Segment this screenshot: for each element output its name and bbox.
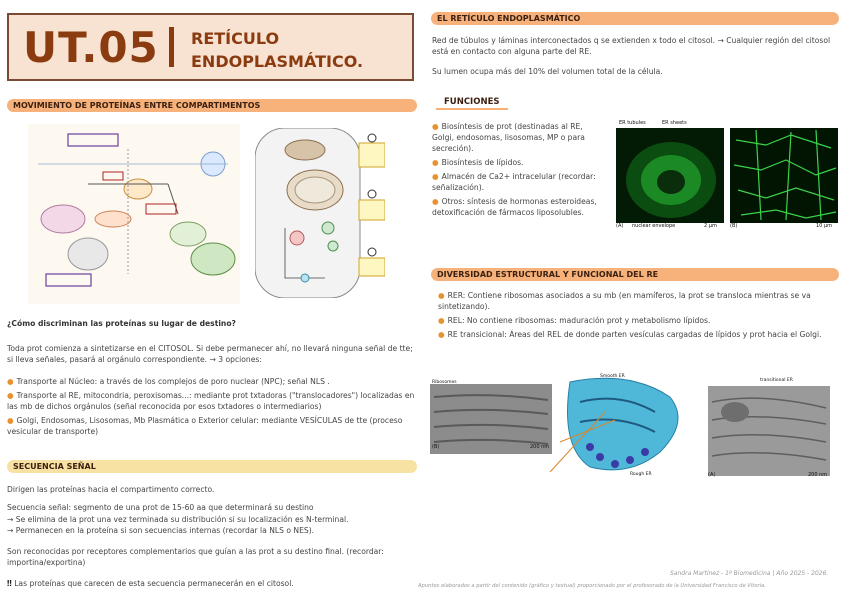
- title-line-2: ENDOPLASMÁTICO.: [191, 52, 364, 71]
- label-er-sheets: ER sheets: [662, 120, 687, 126]
- list-item: → Se elimina de la prot una vez terminada su distribución si su localización es N-terminal.: [7, 515, 349, 524]
- title-box: [7, 13, 414, 81]
- secuencia-p4: Las proteínas que carecen de esta secuencia permanecerán en el citosol.: [14, 579, 294, 588]
- funciones-list: [432, 121, 607, 218]
- section-header-diversidad: DIVERSIDAD ESTRUCTURAL Y FUNCIONAL DEL RE: [431, 268, 839, 281]
- title-divider: [169, 27, 174, 67]
- title-line-1: RETÍCULO: [191, 29, 280, 48]
- section-header-secuencia: SECUENCIA SEÑAL: [7, 460, 417, 473]
- label-panel-a: (A): [616, 223, 624, 229]
- label-rough-er: Rough ER: [630, 472, 652, 477]
- secuencia-arrow-list: [7, 514, 419, 536]
- label-transitional-er: transitional ER: [760, 378, 793, 383]
- list-item: ● RER: Contiene ribosomas asociados a su mb (en mamíferos, la prot se transloca mientras se va sintetizando).: [438, 291, 811, 311]
- reticulo-p2: Su lumen ocupa más del 10% del volumen total de la célula.: [432, 67, 663, 76]
- list-item: ● Otros: síntesis de hormonas esteroideas, detoxificación de fármacos liposolubles.: [432, 197, 597, 217]
- list-item: ● Biosíntesis de lípidos.: [432, 158, 524, 167]
- label-smooth-er: Smooth ER: [600, 374, 625, 379]
- secuencia-p4-row: [7, 578, 419, 589]
- secuencia-p2: Secuencia señal: segmento de una prot de 15-60 aa que determinará su destino: [7, 503, 314, 512]
- question-heading: ¿Cómo discriminan las proteínas su lugar de destino?: [7, 319, 236, 328]
- list-item: ● RE transicional: Áreas del REL de donde parten vesículas cargadas de lípidos y prot hacia el Golgi.: [438, 330, 822, 339]
- list-item: ● Almacén de Ca2+ intracelular (recordar: señalización).: [432, 172, 596, 192]
- cell-pathways-diagram: [28, 124, 240, 304]
- list-item: → Permanecen en la proteína si son secuencias internas (recordar la NLS o NES).: [7, 526, 315, 535]
- label-scale-b: 10 µm: [816, 223, 833, 229]
- warning-icon: ‼: [7, 579, 12, 588]
- diversidad-list: [438, 290, 838, 340]
- footer-author: Sandra Martínez - 1º Biomedicina | Año 2025 - 2026.: [670, 570, 829, 577]
- list-item: ● Biosíntesis de prot (destinadas al RE, Golgi, endosomas, lisosomas, MP o para secreción).: [432, 122, 585, 153]
- reticulo-p1: Red de túbulos y láminas interconectados q se extienden x todo el citosol. → Cualquier región del citosol está en contacto con alguna parte del RE.: [432, 36, 831, 56]
- page-title: [191, 27, 363, 73]
- secuencia-p3: Son reconocidas por receptores complementarios que guían a las prot a su destino final. (recordar: importina/exportina): [7, 547, 384, 567]
- label-er-tubules: ER tubules: [619, 120, 646, 126]
- er-structure-figure: [430, 372, 838, 484]
- protein-sorting-diagram: [255, 128, 385, 298]
- list-item: ● Golgi, Endosomas, Lisosomas, Mb Plasmática o Exterior celular: mediante VESÍCULAS de tte (proceso vesicular de transporte): [7, 416, 403, 436]
- label-ribosomes: Ribosomes: [432, 380, 457, 385]
- secuencia-p1: Dirigen las proteínas hacia el compartimento correcto.: [7, 485, 215, 494]
- unit-code: UT.05: [23, 23, 159, 72]
- section-header-movimiento: MOVIMIENTO DE PROTEÍNAS ENTRE COMPARTIMENTOS: [7, 99, 417, 112]
- list-item: ● Transporte al RE, mitocondria, peroxisomas...: mediante prot txtadoras ("translocadores") localizadas en las mb de dichos orgánulos (señal reconocida por esos txtadores o intermediarios): [7, 391, 415, 411]
- er-fluorescence-images: [616, 120, 838, 232]
- footer-note: Apuntes elaborados a partir del contenido (gráfico y textual) proporcionado por el profesorado de la Universidad Francisco de Vitoria.: [418, 583, 766, 589]
- label-em-scale-2: 200 nm: [808, 472, 828, 478]
- transport-options-list: [7, 376, 419, 437]
- section-header-funciones: FUNCIONES: [436, 96, 508, 110]
- label-em-b: (B): [432, 444, 440, 450]
- label-nuclear-envelope: nuclear envelope: [632, 223, 676, 229]
- list-item: ● Transporte al Núcleo: a través de los complejos de poro nuclear (NPC); señal NLS .: [7, 377, 330, 386]
- label-scale-a: 2 µm: [704, 223, 717, 229]
- label-em-a: (A): [708, 472, 716, 478]
- section-header-reticulo: EL RETÍCULO ENDOPLASMÁTICO: [431, 12, 839, 25]
- list-item: ● REL: No contiene ribosomas: maduración prot y metabolismo lípidos.: [438, 316, 711, 325]
- label-em-scale-1: 200 nm: [530, 444, 550, 450]
- movimiento-intro: Toda prot comienza a sintetizarse en el CITOSOL. Si debe permanecer ahí, no llevará ninguna señal de tte; si lleva señales, pasará al orgánulo correspondiente. → 3 opciones:: [7, 344, 413, 364]
- label-panel-b: (B): [730, 223, 738, 229]
